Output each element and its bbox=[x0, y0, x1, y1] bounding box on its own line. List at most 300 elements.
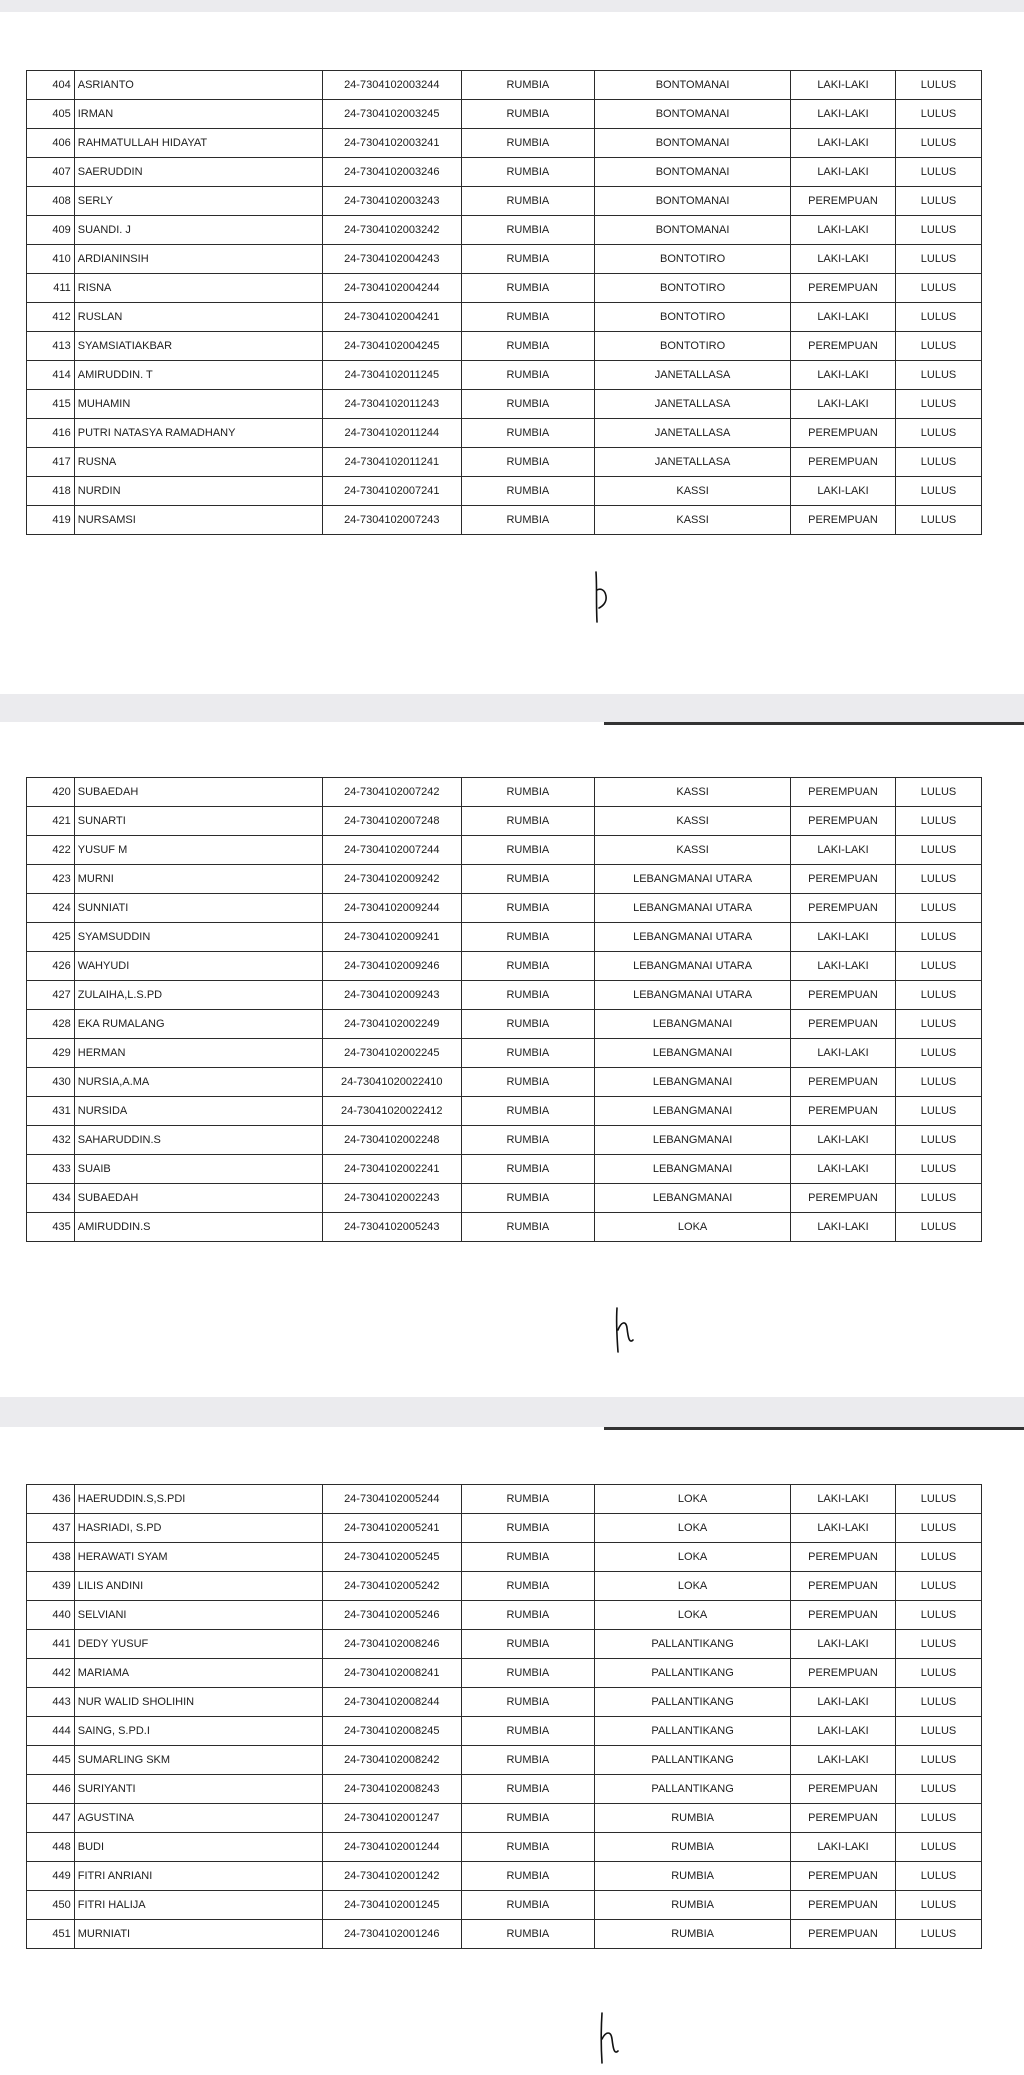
table-row bbox=[27, 361, 982, 390]
status: LULUS bbox=[896, 100, 982, 129]
village-name: LEBANGMANAI UTARA bbox=[595, 981, 791, 1010]
status: LULUS bbox=[896, 865, 982, 894]
registration-number: 24-7304102003246 bbox=[323, 158, 461, 187]
participant-name: SAING, S.PD.I bbox=[74, 1717, 322, 1746]
registration-number: 24-73041020022410 bbox=[323, 1068, 461, 1097]
table-row bbox=[27, 187, 982, 216]
status: LULUS bbox=[896, 1485, 982, 1514]
district-name: RUMBIA bbox=[461, 1833, 595, 1862]
participant-name: RAHMATULLAH HIDAYAT bbox=[74, 129, 322, 158]
participant-name: SUNARTI bbox=[74, 807, 322, 836]
registration-number: 24-7304102007243 bbox=[323, 506, 461, 535]
status: LULUS bbox=[896, 448, 982, 477]
table-row bbox=[27, 1213, 982, 1242]
table-row bbox=[27, 1630, 982, 1659]
district-name: RUMBIA bbox=[461, 1184, 595, 1213]
registration-number: 24-7304102011241 bbox=[323, 448, 461, 477]
status: LULUS bbox=[896, 1514, 982, 1543]
row-number: 437 bbox=[27, 1514, 75, 1543]
village-name: LEBANGMANAI UTARA bbox=[595, 923, 791, 952]
participant-name: HERMAN bbox=[74, 1039, 322, 1068]
gender: LAKI-LAKI bbox=[790, 1155, 895, 1184]
village-name: LEBANGMANAI bbox=[595, 1039, 791, 1068]
gender: LAKI-LAKI bbox=[790, 477, 895, 506]
registration-number: 24-7304102005243 bbox=[323, 1213, 461, 1242]
status: LULUS bbox=[896, 158, 982, 187]
table-row bbox=[27, 71, 982, 100]
row-number: 436 bbox=[27, 1485, 75, 1514]
district-name: RUMBIA bbox=[461, 1213, 595, 1242]
village-name: BONTOMANAI bbox=[595, 100, 791, 129]
status: LULUS bbox=[896, 332, 982, 361]
registration-number: 24-7304102003243 bbox=[323, 187, 461, 216]
village-name: BONTOTIRO bbox=[595, 274, 791, 303]
gender: LAKI-LAKI bbox=[790, 1746, 895, 1775]
table-row bbox=[27, 1543, 982, 1572]
participant-name: AMIRUDDIN. T bbox=[74, 361, 322, 390]
gender: PEREMPUAN bbox=[790, 419, 895, 448]
signature-initial bbox=[596, 2007, 622, 2067]
registration-number: 24-7304102007242 bbox=[323, 778, 461, 807]
participant-name: HERAWATI SYAM bbox=[74, 1543, 322, 1572]
village-name: BONTOMANAI bbox=[595, 129, 791, 158]
row-number: 450 bbox=[27, 1891, 75, 1920]
document-page-3 bbox=[0, 1427, 1024, 2075]
registration-number: 24-7304102003242 bbox=[323, 216, 461, 245]
row-number: 407 bbox=[27, 158, 75, 187]
table-row bbox=[27, 1097, 982, 1126]
gender: LAKI-LAKI bbox=[790, 952, 895, 981]
district-name: RUMBIA bbox=[461, 1601, 595, 1630]
table-row bbox=[27, 981, 982, 1010]
gender: PEREMPUAN bbox=[790, 1659, 895, 1688]
district-name: RUMBIA bbox=[461, 923, 595, 952]
row-number: 443 bbox=[27, 1688, 75, 1717]
district-name: RUMBIA bbox=[461, 158, 595, 187]
registration-number: 24-7304102002248 bbox=[323, 1126, 461, 1155]
row-number: 405 bbox=[27, 100, 75, 129]
participant-name: PUTRI NATASYA RAMADHANY bbox=[74, 419, 322, 448]
district-name: RUMBIA bbox=[461, 1485, 595, 1514]
village-name: JANETALLASA bbox=[595, 390, 791, 419]
registration-number: 24-7304102001242 bbox=[323, 1862, 461, 1891]
status: LULUS bbox=[896, 1572, 982, 1601]
row-number: 418 bbox=[27, 477, 75, 506]
gender: PEREMPUAN bbox=[790, 1543, 895, 1572]
table-row bbox=[27, 100, 982, 129]
participant-name: SUNNIATI bbox=[74, 894, 322, 923]
village-name: PALLANTIKANG bbox=[595, 1775, 791, 1804]
participant-name: SUANDI. J bbox=[74, 216, 322, 245]
registration-number: 24-7304102003244 bbox=[323, 71, 461, 100]
participant-name: RISNA bbox=[74, 274, 322, 303]
participant-name: NUR WALID SHOLIHIN bbox=[74, 1688, 322, 1717]
row-number: 422 bbox=[27, 836, 75, 865]
district-name: RUMBIA bbox=[461, 1155, 595, 1184]
gender: LAKI-LAKI bbox=[790, 361, 895, 390]
gender: PEREMPUAN bbox=[790, 865, 895, 894]
village-name: LOKA bbox=[595, 1485, 791, 1514]
village-name: BONTOMANAI bbox=[595, 216, 791, 245]
status: LULUS bbox=[896, 1920, 982, 1949]
registration-number: 24-7304102005246 bbox=[323, 1601, 461, 1630]
status: LULUS bbox=[896, 894, 982, 923]
district-name: RUMBIA bbox=[461, 952, 595, 981]
status: LULUS bbox=[896, 981, 982, 1010]
row-number: 423 bbox=[27, 865, 75, 894]
gender: PEREMPUAN bbox=[790, 1010, 895, 1039]
status: LULUS bbox=[896, 1891, 982, 1920]
participant-name: LILIS ANDINI bbox=[74, 1572, 322, 1601]
page-edge bbox=[604, 722, 1024, 725]
village-name: LEBANGMANAI bbox=[595, 1155, 791, 1184]
gender: PEREMPUAN bbox=[790, 1920, 895, 1949]
status: LULUS bbox=[896, 1688, 982, 1717]
status: LULUS bbox=[896, 1039, 982, 1068]
status: LULUS bbox=[896, 1184, 982, 1213]
registration-number: 24-7304102001245 bbox=[323, 1891, 461, 1920]
row-number: 414 bbox=[27, 361, 75, 390]
district-name: RUMBIA bbox=[461, 187, 595, 216]
registration-number: 24-7304102009242 bbox=[323, 865, 461, 894]
status: LULUS bbox=[896, 506, 982, 535]
table-row bbox=[27, 1746, 982, 1775]
village-name: LOKA bbox=[595, 1514, 791, 1543]
row-number: 447 bbox=[27, 1804, 75, 1833]
district-name: RUMBIA bbox=[461, 100, 595, 129]
gender: LAKI-LAKI bbox=[790, 836, 895, 865]
table-row bbox=[27, 1688, 982, 1717]
row-number: 445 bbox=[27, 1746, 75, 1775]
village-name: LOKA bbox=[595, 1213, 791, 1242]
registration-number: 24-7304102005241 bbox=[323, 1514, 461, 1543]
village-name: BONTOTIRO bbox=[595, 303, 791, 332]
table-row bbox=[27, 1184, 982, 1213]
table-row bbox=[27, 923, 982, 952]
table-row bbox=[27, 1010, 982, 1039]
gender: LAKI-LAKI bbox=[790, 1485, 895, 1514]
row-number: 442 bbox=[27, 1659, 75, 1688]
status: LULUS bbox=[896, 216, 982, 245]
participant-name: SUAIB bbox=[74, 1155, 322, 1184]
row-number: 411 bbox=[27, 274, 75, 303]
participant-name: NURSIA,A.MA bbox=[74, 1068, 322, 1097]
district-name: RUMBIA bbox=[461, 1097, 595, 1126]
participant-name: SUMARLING SKM bbox=[74, 1746, 322, 1775]
village-name: RUMBIA bbox=[595, 1833, 791, 1862]
table-row bbox=[27, 506, 982, 535]
status: LULUS bbox=[896, 1862, 982, 1891]
gender: PEREMPUAN bbox=[790, 778, 895, 807]
registration-number: 24-7304102005242 bbox=[323, 1572, 461, 1601]
registration-number: 24-7304102005244 bbox=[323, 1485, 461, 1514]
district-name: RUMBIA bbox=[461, 303, 595, 332]
table-row bbox=[27, 778, 982, 807]
status: LULUS bbox=[896, 836, 982, 865]
district-name: RUMBIA bbox=[461, 1862, 595, 1891]
table-row bbox=[27, 274, 982, 303]
table-row bbox=[27, 1485, 982, 1514]
table-row bbox=[27, 477, 982, 506]
gender: LAKI-LAKI bbox=[790, 245, 895, 274]
table-row bbox=[27, 1920, 982, 1949]
gender: PEREMPUAN bbox=[790, 448, 895, 477]
status: LULUS bbox=[896, 1746, 982, 1775]
participant-name: NURDIN bbox=[74, 477, 322, 506]
table-row bbox=[27, 390, 982, 419]
status: LULUS bbox=[896, 303, 982, 332]
status: LULUS bbox=[896, 1775, 982, 1804]
registration-number: 24-7304102003241 bbox=[323, 129, 461, 158]
registration-number: 24-7304102004244 bbox=[323, 274, 461, 303]
district-name: RUMBIA bbox=[461, 274, 595, 303]
village-name: JANETALLASA bbox=[595, 448, 791, 477]
district-name: RUMBIA bbox=[461, 894, 595, 923]
status: LULUS bbox=[896, 1010, 982, 1039]
village-name: KASSI bbox=[595, 836, 791, 865]
district-name: RUMBIA bbox=[461, 1804, 595, 1833]
table-row bbox=[27, 1804, 982, 1833]
gender: LAKI-LAKI bbox=[790, 1630, 895, 1659]
district-name: RUMBIA bbox=[461, 1775, 595, 1804]
district-name: RUMBIA bbox=[461, 1746, 595, 1775]
table-row bbox=[27, 1514, 982, 1543]
registration-number: 24-7304102004243 bbox=[323, 245, 461, 274]
village-name: PALLANTIKANG bbox=[595, 1746, 791, 1775]
status: LULUS bbox=[896, 274, 982, 303]
gender: LAKI-LAKI bbox=[790, 1717, 895, 1746]
gender: LAKI-LAKI bbox=[790, 129, 895, 158]
participant-name: SERLY bbox=[74, 187, 322, 216]
row-number: 410 bbox=[27, 245, 75, 274]
participant-name: SYAMSUDDIN bbox=[74, 923, 322, 952]
district-name: RUMBIA bbox=[461, 778, 595, 807]
village-name: LOKA bbox=[595, 1572, 791, 1601]
registration-number: 24-7304102009244 bbox=[323, 894, 461, 923]
gender: LAKI-LAKI bbox=[790, 1126, 895, 1155]
registration-number: 24-7304102011244 bbox=[323, 419, 461, 448]
table-row bbox=[27, 1068, 982, 1097]
table-row bbox=[27, 1775, 982, 1804]
registration-number: 24-7304102002245 bbox=[323, 1039, 461, 1068]
row-number: 429 bbox=[27, 1039, 75, 1068]
registration-number: 24-7304102001247 bbox=[323, 1804, 461, 1833]
district-name: RUMBIA bbox=[461, 1630, 595, 1659]
village-name: RUMBIA bbox=[595, 1862, 791, 1891]
table-row bbox=[27, 1126, 982, 1155]
participant-name: RUSLAN bbox=[74, 303, 322, 332]
table-row bbox=[27, 1862, 982, 1891]
participant-name: FITRI HALIJA bbox=[74, 1891, 322, 1920]
participant-name: NURSIDA bbox=[74, 1097, 322, 1126]
village-name: LEBANGMANAI bbox=[595, 1068, 791, 1097]
row-number: 425 bbox=[27, 923, 75, 952]
document-page-1 bbox=[0, 12, 1024, 694]
row-number: 449 bbox=[27, 1862, 75, 1891]
district-name: RUMBIA bbox=[461, 448, 595, 477]
table-row bbox=[27, 952, 982, 981]
village-name: BONTOMANAI bbox=[595, 187, 791, 216]
participant-name: SAHARUDDIN.S bbox=[74, 1126, 322, 1155]
gender: PEREMPUAN bbox=[790, 1097, 895, 1126]
village-name: LEBANGMANAI bbox=[595, 1184, 791, 1213]
village-name: LOKA bbox=[595, 1601, 791, 1630]
district-name: RUMBIA bbox=[461, 1717, 595, 1746]
status: LULUS bbox=[896, 1126, 982, 1155]
table-row bbox=[27, 1833, 982, 1862]
participant-name: RUSNA bbox=[74, 448, 322, 477]
participant-name: ASRIANTO bbox=[74, 71, 322, 100]
status: LULUS bbox=[896, 245, 982, 274]
village-name: KASSI bbox=[595, 807, 791, 836]
status: LULUS bbox=[896, 1804, 982, 1833]
district-name: RUMBIA bbox=[461, 1572, 595, 1601]
district-name: RUMBIA bbox=[461, 1659, 595, 1688]
gender: LAKI-LAKI bbox=[790, 1213, 895, 1242]
registration-number: 24-7304102007241 bbox=[323, 477, 461, 506]
registration-number: 24-7304102002243 bbox=[323, 1184, 461, 1213]
table-row bbox=[27, 1039, 982, 1068]
registration-number: 24-7304102005245 bbox=[323, 1543, 461, 1572]
village-name: BONTOTIRO bbox=[595, 332, 791, 361]
district-name: RUMBIA bbox=[461, 1010, 595, 1039]
status: LULUS bbox=[896, 1601, 982, 1630]
village-name: LEBANGMANAI bbox=[595, 1126, 791, 1155]
participant-name: YUSUF M bbox=[74, 836, 322, 865]
row-number: 438 bbox=[27, 1543, 75, 1572]
district-name: RUMBIA bbox=[461, 216, 595, 245]
status: LULUS bbox=[896, 1833, 982, 1862]
participant-name: SYAMSIATIAKBAR bbox=[74, 332, 322, 361]
registration-number: 24-7304102009246 bbox=[323, 952, 461, 981]
status: LULUS bbox=[896, 1097, 982, 1126]
registration-number: 24-7304102007244 bbox=[323, 836, 461, 865]
status: LULUS bbox=[896, 1155, 982, 1184]
participant-name: MURNIATI bbox=[74, 1920, 322, 1949]
registration-number: 24-7304102008242 bbox=[323, 1746, 461, 1775]
village-name: RUMBIA bbox=[595, 1920, 791, 1949]
village-name: LEBANGMANAI UTARA bbox=[595, 865, 791, 894]
row-number: 413 bbox=[27, 332, 75, 361]
district-name: RUMBIA bbox=[461, 807, 595, 836]
village-name: LEBANGMANAI bbox=[595, 1010, 791, 1039]
registration-number: 24-7304102001246 bbox=[323, 1920, 461, 1949]
table-row bbox=[27, 1155, 982, 1184]
district-name: RUMBIA bbox=[461, 129, 595, 158]
participant-name: MURNI bbox=[74, 865, 322, 894]
gender: PEREMPUAN bbox=[790, 187, 895, 216]
village-name: JANETALLASA bbox=[595, 361, 791, 390]
participant-name: AMIRUDDIN.S bbox=[74, 1213, 322, 1242]
registration-number: 24-7304102009241 bbox=[323, 923, 461, 952]
row-number: 441 bbox=[27, 1630, 75, 1659]
row-number: 415 bbox=[27, 390, 75, 419]
row-number: 444 bbox=[27, 1717, 75, 1746]
district-name: RUMBIA bbox=[461, 506, 595, 535]
status: LULUS bbox=[896, 807, 982, 836]
gender: PEREMPUAN bbox=[790, 274, 895, 303]
registration-number: 24-7304102007248 bbox=[323, 807, 461, 836]
results-table bbox=[26, 1484, 982, 1949]
district-name: RUMBIA bbox=[461, 332, 595, 361]
row-number: 430 bbox=[27, 1068, 75, 1097]
row-number: 448 bbox=[27, 1833, 75, 1862]
signature-initial bbox=[612, 1300, 638, 1358]
row-number: 424 bbox=[27, 894, 75, 923]
village-name: PALLANTIKANG bbox=[595, 1659, 791, 1688]
participant-name: SUBAEDAH bbox=[74, 778, 322, 807]
row-number: 431 bbox=[27, 1097, 75, 1126]
row-number: 421 bbox=[27, 807, 75, 836]
registration-number: 24-7304102008241 bbox=[323, 1659, 461, 1688]
table-row bbox=[27, 836, 982, 865]
table-row bbox=[27, 332, 982, 361]
registration-number: 24-7304102011243 bbox=[323, 390, 461, 419]
registration-number: 24-7304102008245 bbox=[323, 1717, 461, 1746]
district-name: RUMBIA bbox=[461, 1039, 595, 1068]
gender: LAKI-LAKI bbox=[790, 1833, 895, 1862]
row-number: 427 bbox=[27, 981, 75, 1010]
gender: LAKI-LAKI bbox=[790, 1039, 895, 1068]
registration-number: 24-7304102004245 bbox=[323, 332, 461, 361]
gender: PEREMPUAN bbox=[790, 981, 895, 1010]
participant-name: SAERUDDIN bbox=[74, 158, 322, 187]
participant-name: IRMAN bbox=[74, 100, 322, 129]
status: LULUS bbox=[896, 1717, 982, 1746]
gender: LAKI-LAKI bbox=[790, 1688, 895, 1717]
table-row bbox=[27, 1891, 982, 1920]
district-name: RUMBIA bbox=[461, 71, 595, 100]
registration-number: 24-7304102011245 bbox=[323, 361, 461, 390]
row-number: 433 bbox=[27, 1155, 75, 1184]
row-number: 408 bbox=[27, 187, 75, 216]
village-name: KASSI bbox=[595, 477, 791, 506]
table-row bbox=[27, 303, 982, 332]
status: LULUS bbox=[896, 129, 982, 158]
village-name: JANETALLASA bbox=[595, 419, 791, 448]
district-name: RUMBIA bbox=[461, 836, 595, 865]
document-page-2 bbox=[0, 722, 1024, 1397]
gender: LAKI-LAKI bbox=[790, 303, 895, 332]
row-number: 439 bbox=[27, 1572, 75, 1601]
row-number: 406 bbox=[27, 129, 75, 158]
registration-number: 24-7304102008244 bbox=[323, 1688, 461, 1717]
village-name: RUMBIA bbox=[595, 1891, 791, 1920]
signature-initial bbox=[590, 568, 614, 628]
village-name: KASSI bbox=[595, 506, 791, 535]
participant-name: MARIAMA bbox=[74, 1659, 322, 1688]
village-name: BONTOMANAI bbox=[595, 158, 791, 187]
registration-number: 24-7304102008243 bbox=[323, 1775, 461, 1804]
table-row bbox=[27, 419, 982, 448]
village-name: PALLANTIKANG bbox=[595, 1688, 791, 1717]
row-number: 428 bbox=[27, 1010, 75, 1039]
gender: LAKI-LAKI bbox=[790, 71, 895, 100]
status: LULUS bbox=[896, 1630, 982, 1659]
row-number: 417 bbox=[27, 448, 75, 477]
district-name: RUMBIA bbox=[461, 981, 595, 1010]
gender: PEREMPUAN bbox=[790, 894, 895, 923]
gender: PEREMPUAN bbox=[790, 332, 895, 361]
district-name: RUMBIA bbox=[461, 1891, 595, 1920]
registration-number: 24-7304102009243 bbox=[323, 981, 461, 1010]
village-name: LEBANGMANAI UTARA bbox=[595, 952, 791, 981]
row-number: 435 bbox=[27, 1213, 75, 1242]
district-name: RUMBIA bbox=[461, 390, 595, 419]
status: LULUS bbox=[896, 923, 982, 952]
row-number: 412 bbox=[27, 303, 75, 332]
participant-name: SURIYANTI bbox=[74, 1775, 322, 1804]
